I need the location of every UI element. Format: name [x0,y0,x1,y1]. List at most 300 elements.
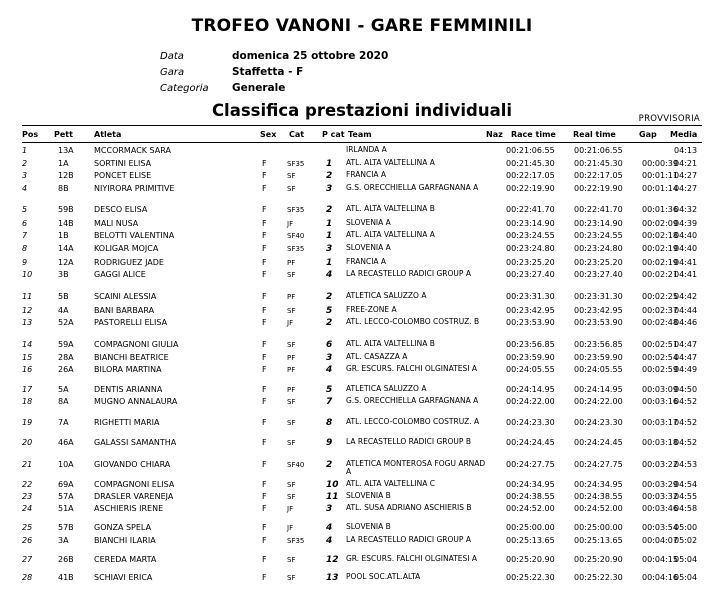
row-team: G.S. ORECCHIELLA GARFAGNANA A [346,183,479,192]
row-cat: SF40 [287,461,305,469]
row-pett: 69A [58,480,74,489]
row-pett: 59A [58,340,74,349]
row-pos: 22 [22,480,33,489]
col-header-athlete: Atleta [94,130,122,139]
row-pett: 52A [58,318,74,327]
row-team: FRANCIA A [346,257,387,266]
row-athlete: GALASSI SAMANTHA [94,438,177,447]
col-header-media: Media [670,130,698,139]
row-real-time: 00:23:59.90 [574,353,623,362]
row-race-time: 00:24:23.30 [506,418,555,427]
row-pett: 28A [58,353,74,362]
row-team: ATL. SUSA ADRIANO ASCHIERIS B [346,503,472,512]
table-row [0,504,724,524]
row-sex: F [262,159,267,168]
row-pcat: 7 [326,397,333,407]
row-cat: SF [287,493,296,501]
col-header-race-time: Race time [511,130,556,139]
row-media: 04:27 [674,171,698,180]
row-gap: 00:03:29 [642,480,678,489]
status-badge: PROVVISORIA [638,114,700,124]
row-sex: F [262,171,267,180]
row-media: 04:50 [674,385,698,394]
row-gap: 00:01:14 [642,184,678,193]
row-athlete: SCAINI ALESSIA [94,292,157,301]
meta-date-value: domenica 25 ottobre 2020 [232,50,389,62]
row-team: ATL. ALTA VALTELLINA A [346,158,435,167]
row-pett: 12A [58,258,74,267]
row-sex: F [262,258,267,267]
table-row [0,318,724,338]
row-gap: 00:02:19 [642,258,678,267]
row-media: 04:32 [674,205,698,214]
row-sex: F [262,244,267,253]
row-athlete: COMPAGNONI ELISA [94,480,175,489]
row-cat: SF [287,556,296,564]
row-pcat: 3 [326,184,333,194]
row-sex: F [262,536,267,545]
row-gap: 00:04:16 [642,573,678,582]
row-gap: 00:02:19 [642,244,678,253]
row-sex: F [262,365,267,374]
row-athlete: DENTIS ARIANNA [94,385,163,394]
row-pcat: 11 [326,492,339,502]
row-race-time: 00:23:14.90 [506,219,555,228]
col-header-cat: Cat [289,130,305,139]
row-pos: 28 [22,573,33,582]
row-team: SLOVENIA A [346,218,391,227]
row-pett: 12B [58,171,74,180]
row-pett: 57B [58,523,74,532]
row-real-time: 00:22:41.70 [574,205,623,214]
row-media: 04:52 [674,418,698,427]
row-sex: F [262,480,267,489]
row-pcat: 4 [326,270,333,280]
row-cat: SF35 [287,537,305,545]
row-race-time: 00:23:42.95 [506,306,555,315]
row-pcat: 2 [326,205,333,215]
row-real-time: 00:22:17.05 [574,171,623,180]
row-pcat: 3 [326,244,333,254]
row-pos: 3 [22,171,28,180]
header-top-rule [22,125,702,126]
row-pos: 11 [22,292,33,301]
row-pcat: 1 [326,219,333,229]
row-pett: 26B [58,555,74,564]
table-row [0,573,724,593]
row-race-time: 00:24:52.00 [506,504,555,513]
row-pos: 19 [22,418,33,427]
row-cat: JF [287,505,294,513]
row-cat: PF [287,354,296,362]
row-race-time: 00:24:34.95 [506,480,555,489]
row-gap: 00:03:22 [642,460,678,469]
col-header-team: Team [348,130,372,139]
row-media: 05:04 [674,573,698,582]
row-race-time: 00:25:22.30 [506,573,555,582]
row-sex: F [262,353,267,362]
col-header-pos: Pos [22,130,39,139]
row-team: FRANCIA A [346,170,387,179]
row-pos: 9 [22,258,28,267]
row-media: 04:55 [674,492,698,501]
row-race-time: 00:24:22.00 [506,397,555,406]
row-pett: 4A [58,306,69,315]
row-pcat: 3 [326,504,333,514]
row-athlete: NIYIRORA PRIMITIVE [94,184,175,193]
row-pos: 26 [22,536,33,545]
row-pett: 8B [58,184,69,193]
row-pos: 5 [22,205,28,214]
row-athlete: COMPAGNONI GIULIA [94,340,179,349]
row-team: ATL. ALTA VALTELLINA A [346,230,435,239]
row-team: G.S. ORECCHIELLA GARFAGNANA A [346,396,479,405]
row-real-time: 00:23:31.30 [574,292,623,301]
meta-date [160,50,388,62]
row-sex: F [262,292,267,301]
row-real-time: 00:22:19.90 [574,184,623,193]
row-pos: 16 [22,365,33,374]
row-race-time: 00:25:00.00 [506,523,555,532]
row-pos: 23 [22,492,33,501]
row-team: ATL. CASAZZA A [346,352,408,361]
row-media: 04:54 [674,480,698,489]
row-race-time: 00:23:25.20 [506,258,555,267]
row-gap: 00:02:09 [642,219,678,228]
row-sex: F [262,438,267,447]
row-athlete: RIGHETTI MARIA [94,418,160,427]
row-race-time: 00:24:27.75 [506,460,555,469]
row-pos: 20 [22,438,33,447]
row-pett: 59B [58,205,74,214]
meta-date-label: Data [160,51,184,62]
row-cat: SF35 [287,206,305,214]
row-sex: F [262,460,267,469]
row-athlete: CEREDA MARTA [94,555,157,564]
row-athlete: KOLIGAR MOJCA [94,244,159,253]
meta-category [160,82,285,94]
row-athlete: BIANCHI ILARIA [94,536,156,545]
row-pett: 7A [58,418,69,427]
row-team: GR. ESCURS. FALCHI OLGINATESI A [346,364,477,373]
row-pett: 26A [58,365,74,374]
row-pett: 10A [58,460,74,469]
row-cat: SF [287,419,296,427]
row-gap: 00:01:36 [642,205,678,214]
row-real-time: 00:24:27.75 [574,460,623,469]
row-team: ATLETICA MONTEROSA FOGU ARNAD A [346,459,486,476]
row-pett: 5A [58,385,69,394]
row-sex: F [262,306,267,315]
row-cat: PF [287,259,296,267]
row-sex: F [262,219,267,228]
row-athlete: PONCET ELISE [94,171,152,180]
row-media: 04:47 [674,340,698,349]
row-pcat: 2 [326,292,333,302]
row-media: 04:39 [674,219,698,228]
row-pcat: 4 [326,536,333,546]
row-gap: 00:03:32 [642,492,678,501]
row-gap: 00:02:51 [642,340,678,349]
col-header-sex: Sex [260,130,277,139]
row-team: ATL. ALTA VALTELLINA B [346,204,435,213]
row-race-time: 00:23:31.30 [506,292,555,301]
row-media: 04:58 [674,504,698,513]
row-team: GR. ESCURS. FALCHI OLGINATESI A [346,554,477,563]
row-cat: SF [287,185,296,193]
row-pos: 25 [22,523,33,532]
row-team: ATL. ALTA VALTELLINA C [346,479,436,488]
row-real-time: 00:21:06.55 [574,146,623,155]
row-race-time: 00:23:24.55 [506,231,555,240]
row-athlete: GONZA SPELA [94,523,152,532]
row-pett: 5B [58,292,69,301]
table-row [0,438,724,458]
row-pett: 57A [58,492,74,501]
row-gap: 00:02:21 [642,270,678,279]
meta-race-value: Staffetta - F [232,66,304,78]
row-pett: 13A [58,146,74,155]
row-race-time: 00:23:53.90 [506,318,555,327]
row-race-time: 00:24:05.55 [506,365,555,374]
row-pcat: 3 [326,353,333,363]
row-athlete: PASTORELLI ELISA [94,318,168,327]
row-cat: SF [287,271,296,279]
row-gap: 00:03:54 [642,523,678,532]
row-pcat: 2 [326,171,333,181]
row-pett: 3B [58,270,69,279]
table-row [0,418,724,438]
row-gap: 00:02:25 [642,292,678,301]
row-pett: 14A [58,244,74,253]
row-athlete: BILORA MARTINA [94,365,162,374]
row-media: 04:41 [674,258,698,267]
row-pcat: 13 [326,573,339,583]
row-team: LA RECASTELLO RADICI GROUP A [346,269,471,278]
row-sex: F [262,385,267,394]
row-pett: 3A [58,536,69,545]
row-gap: 00:02:18 [642,231,678,240]
row-media: 04:49 [674,365,698,374]
row-real-time: 00:21:45.30 [574,159,623,168]
col-header-real-time: Real time [573,130,616,139]
table-row [0,536,724,556]
row-sex: F [262,397,267,406]
row-gap: 00:04:07 [642,536,678,545]
row-cat: SF [287,307,296,315]
row-athlete: GIOVANDO CHIARA [94,460,171,469]
row-real-time: 00:23:14.90 [574,219,623,228]
row-pett: 8A [58,397,69,406]
row-athlete: DESCO ELISA [94,205,148,214]
row-real-time: 00:23:53.90 [574,318,623,327]
row-race-time: 00:22:19.90 [506,184,555,193]
row-real-time: 00:24:23.30 [574,418,623,427]
row-pett: 51A [58,504,74,513]
row-athlete: MUGNO ANNALAURA [94,397,178,406]
row-athlete: BELOTTI VALENTINA [94,231,175,240]
row-race-time: 00:21:06.55 [506,146,555,155]
row-team: POOL SOC.ATL.ALTA [346,572,421,581]
row-pos: 7 [22,231,28,240]
row-media: 04:44 [674,306,698,315]
row-sex: F [262,523,267,532]
row-athlete: MALI NUSA [94,219,139,228]
col-header-naz: Naz [486,130,503,139]
document-title: TROFEO VANONI - GARE FEMMINILI [191,16,533,36]
row-pcat: 5 [326,385,333,395]
meta-category-value: Generale [232,82,286,94]
row-gap: 00:02:54 [642,353,678,362]
row-cat: JF [287,319,294,327]
header-bottom-rule [22,142,702,143]
row-race-time: 00:23:24.80 [506,244,555,253]
row-media: 04:46 [674,318,698,327]
row-pos: 4 [22,184,28,193]
row-cat: SF [287,481,296,489]
row-real-time: 00:24:52.00 [574,504,623,513]
row-media: 05:02 [674,536,698,545]
row-sex: F [262,184,267,193]
row-pos: 6 [22,219,28,228]
row-gap: 00:03:16 [642,397,678,406]
row-race-time: 00:22:17.05 [506,171,555,180]
row-athlete: RODRIGUEZ JADE [94,258,164,267]
row-team: IRLANDA A [346,145,387,154]
row-gap: 00:02:48 [642,318,678,327]
row-pcat: 10 [326,480,339,490]
row-media: 04:52 [674,438,698,447]
row-race-time: 00:23:27.40 [506,270,555,279]
row-real-time: 00:23:56.85 [574,340,623,349]
row-cat: PF [287,366,296,374]
row-pos: 2 [22,159,28,168]
table-row [0,460,724,480]
row-gap: 00:01:11 [642,171,678,180]
row-race-time: 00:24:14.95 [506,385,555,394]
row-team: LA RECASTELLO RADICI GROUP B [346,437,471,446]
row-cat: SF [287,341,296,349]
row-pos: 1 [22,146,28,155]
table-row [0,184,724,204]
row-real-time: 00:23:42.95 [574,306,623,315]
row-pos: 18 [22,397,33,406]
row-real-time: 00:23:24.55 [574,231,623,240]
ranking-subtitle: Classifica prestazioni individuali [211,101,513,120]
row-gap: 00:03:09 [642,385,678,394]
row-team: ATLETICA SALUZZO A [346,384,427,393]
row-gap: 00:02:37 [642,306,678,315]
row-media: 04:52 [674,397,698,406]
row-pett: 46A [58,438,74,447]
meta-race [160,66,303,78]
row-media: 04:53 [674,460,698,469]
meta-race-label: Gara [160,67,185,78]
row-real-time: 00:24:22.00 [574,397,623,406]
row-media: 04:13 [674,146,698,155]
row-real-time: 00:24:24.45 [574,438,623,447]
row-real-time: 00:25:00.00 [574,523,623,532]
row-pcat: 4 [326,365,333,375]
row-cat: SF [287,439,296,447]
meta-category-label: Categoria [160,83,209,94]
row-media: 04:40 [674,244,698,253]
row-cat: PF [287,293,296,301]
row-team: SLOVENIA B [346,522,391,531]
row-athlete: SORTINI ELISA [94,159,152,168]
row-race-time: 00:25:20.90 [506,555,555,564]
table-row [0,270,724,290]
row-athlete: SCHIAVI ERICA [94,573,153,582]
row-gap: 00:00:39 [642,159,678,168]
row-cat: JF [287,220,294,228]
row-athlete: DRASLER VARENEJA [94,492,174,501]
row-sex: F [262,492,267,501]
row-cat: SF35 [287,160,305,168]
row-pcat: 2 [326,460,333,470]
row-team: SLOVENIA A [346,243,391,252]
row-cat: PF [287,386,296,394]
row-pett: 41B [58,573,74,582]
row-real-time: 00:24:38.55 [574,492,623,501]
row-team: ATL. LECCO-COLOMBO COSTRUZ. B [346,317,480,326]
row-real-time: 00:24:05.55 [574,365,623,374]
row-pcat: 1 [326,231,333,241]
row-gap: 00:04:15 [642,555,678,564]
row-pett: 14B [58,219,74,228]
row-gap: 00:03:17 [642,418,678,427]
row-media: 04:41 [674,270,698,279]
row-media: 04:42 [674,292,698,301]
row-pos: 13 [22,318,33,327]
row-pos: 15 [22,353,33,362]
row-athlete: BIANCHI BEATRICE [94,353,169,362]
row-pcat: 9 [326,438,333,448]
row-team: ATLETICA SALUZZO A [346,291,427,300]
row-sex: F [262,270,267,279]
row-sex: F [262,418,267,427]
row-real-time: 00:23:27.40 [574,270,623,279]
row-real-time: 00:25:20.90 [574,555,623,564]
row-pos: 10 [22,270,33,279]
row-pcat: 1 [326,258,333,268]
row-race-time: 00:23:56.85 [506,340,555,349]
row-sex: F [262,205,267,214]
row-pos: 27 [22,555,33,564]
row-cat: SF [287,574,296,582]
row-athlete: BANI BARBARA [94,306,155,315]
row-sex: F [262,504,267,513]
row-race-time: 00:22:41.70 [506,205,555,214]
row-team: LA RECASTELLO RADICI GROUP A [346,535,471,544]
row-pett: 1B [58,231,69,240]
row-media: 04:47 [674,353,698,362]
row-race-time: 00:24:24.45 [506,438,555,447]
row-team: FREE-ZONE A [346,305,397,314]
row-pos: 8 [22,244,28,253]
row-pos: 24 [22,504,33,513]
row-cat: SF [287,172,296,180]
row-sex: F [262,573,267,582]
row-media: 05:04 [674,555,698,564]
row-athlete: GAGGI ALICE [94,270,146,279]
row-real-time: 00:25:13.65 [574,536,623,545]
row-sex: F [262,340,267,349]
row-pcat: 2 [326,318,333,328]
row-pett: 1A [58,159,69,168]
row-pcat: 1 [326,159,333,169]
row-pcat: 4 [326,523,333,533]
